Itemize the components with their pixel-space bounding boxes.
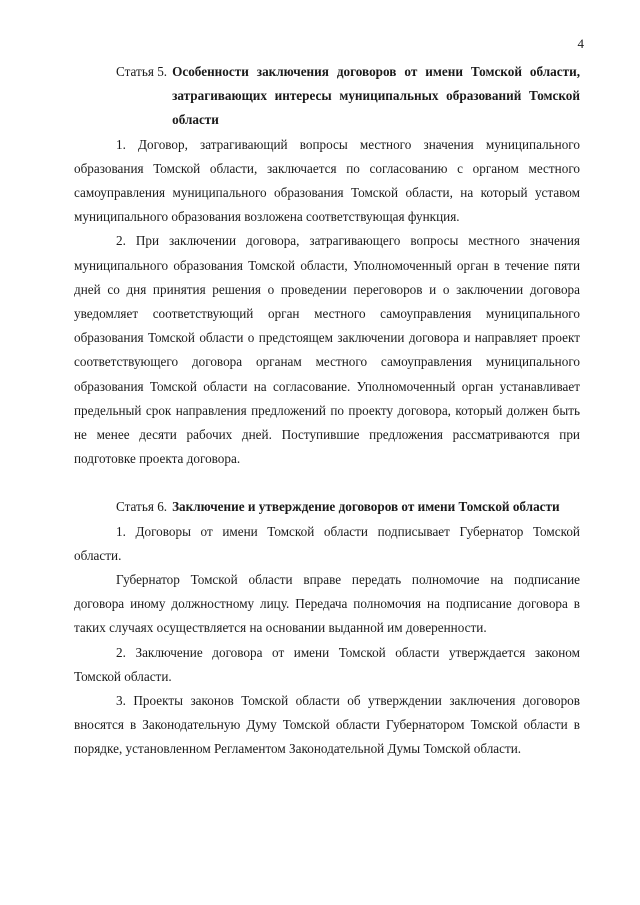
article-number: Статья 5. xyxy=(116,64,168,79)
document-body xyxy=(74,60,580,762)
article-paragraph: 2. При заключении договора, затрагивающего вопросы местного значения муниципального образования Томской области, Уполномоченный орган в течение пяти дней со дня принятия решения о проведении переговоров и о заключении договора уведомляет соответствующий орган местного самоуправления муниципального образования Томской области о предстоящем заключении договора и направляет проект соответствующего договора органам местного самоуправления муниципального образования Томской области на согласование. Уполномоченный орган устанавливает предельный срок направления предложений по проекту договора, который должен быть не менее десяти рабочих дней. Поступившие предложения рассматриваются при подготовке проекта договора. xyxy=(74,233,580,467)
page-number: 4 xyxy=(577,36,584,51)
article-paragraph: 2. Заключение договора от имени Томской области утверждается законом Томской области. xyxy=(74,644,580,684)
article-title: Особенности заключения договоров от имени Томской области, затрагивающих интересы муниципальных образований Томской области xyxy=(172,64,580,128)
article-spacer xyxy=(74,471,580,495)
article-paragraph: Губернатор Томской области вправе передать полномочие на подписание договора иному должностному лицу. Передача полномочия на подписание договора в таких случаях осуществляется на основании выданной им доверенности. xyxy=(74,572,580,636)
article-number: Статья 6. xyxy=(116,499,168,515)
article-paragraph: 1. Договоры от имени Томской области подписывает Губернатор Томской области. xyxy=(74,523,580,563)
article-5 xyxy=(74,60,580,471)
article-paragraph: 1. Договор, затрагивающий вопросы местного значения муниципального образования Томской области, заключается по согласованию с органом местного самоуправления муниципального образования Томской области, на который уставом муниципального образования возложена соответствующая функция. xyxy=(74,136,580,225)
article-heading xyxy=(74,495,580,519)
article-heading xyxy=(74,60,580,133)
article-paragraph: 3. Проекты законов Томской области об утверждении заключения договоров вносятся в Законодательную Думу Томской области Губернатором Томской области в порядке, установленном Регламентом Законодательной Думы Томской области. xyxy=(74,693,580,757)
article-6 xyxy=(74,495,580,761)
article-title: Заключение и утверждение договоров от имени Томской области xyxy=(172,499,560,515)
